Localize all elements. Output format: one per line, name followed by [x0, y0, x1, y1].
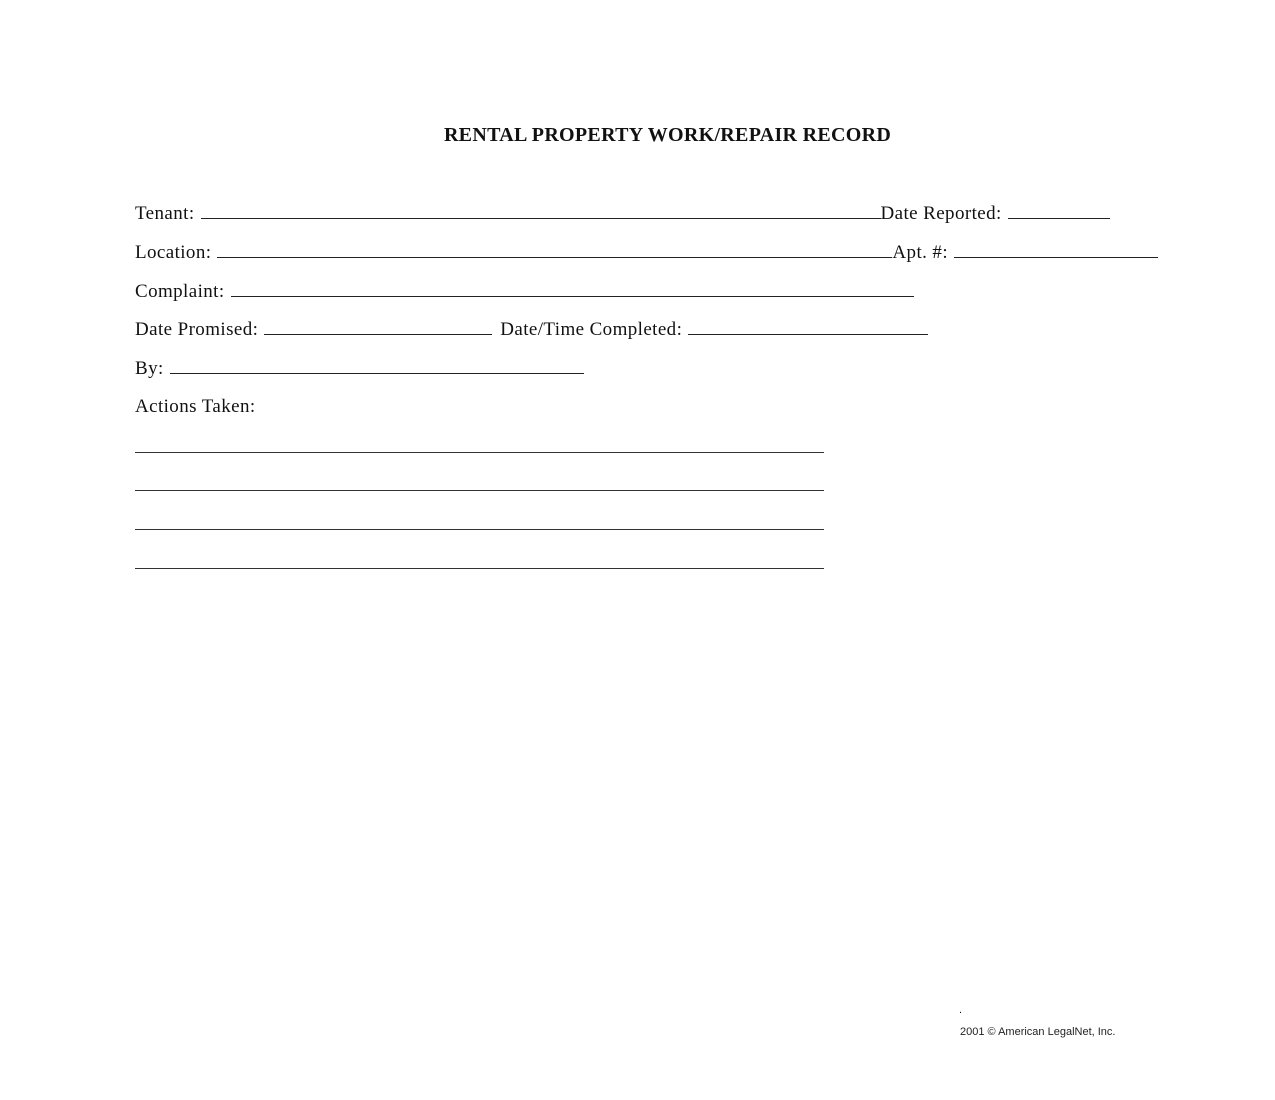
row-actions-taken: [135, 395, 256, 419]
location-field[interactable]: [217, 241, 892, 258]
date-time-completed-label: Date/Time Completed:: [500, 319, 683, 340]
location-label: Location:: [135, 242, 212, 263]
actions-taken-label: Actions Taken:: [135, 396, 256, 417]
row-complaint: [135, 280, 914, 304]
by-field[interactable]: [170, 357, 584, 374]
date-reported-field[interactable]: [1008, 202, 1110, 219]
actions-taken-input-3[interactable]: [135, 509, 828, 529]
by-label: By:: [135, 358, 164, 379]
location-input[interactable]: [217, 246, 892, 262]
tenant-field[interactable]: [201, 202, 881, 219]
date-reported-label: Date Reported:: [880, 203, 1002, 224]
footer-dot: .: [959, 1004, 963, 1016]
actions-taken-input-2[interactable]: [135, 470, 828, 490]
by-input[interactable]: [170, 362, 584, 378]
date-promised-label: Date Promised:: [135, 319, 259, 340]
actions-taken-line-2[interactable]: [135, 490, 824, 491]
complaint-input[interactable]: [231, 285, 914, 301]
copyright-footer: 2001 © American LegalNet, Inc.: [960, 1026, 1116, 1038]
tenant-label: Tenant:: [135, 203, 195, 224]
date-promised-field[interactable]: [264, 318, 492, 335]
row-dates: [135, 318, 928, 342]
actions-taken-input-4[interactable]: [135, 548, 828, 568]
apt-number-label: Apt. #:: [892, 242, 949, 263]
date-reported-input[interactable]: [1008, 207, 1110, 223]
actions-taken-input-1[interactable]: [135, 432, 828, 452]
actions-taken-line-4[interactable]: [135, 568, 824, 569]
date-promised-input[interactable]: [264, 323, 492, 339]
date-time-completed-field[interactable]: [688, 318, 928, 335]
tenant-input[interactable]: [201, 207, 881, 223]
apt-number-field[interactable]: [954, 241, 1158, 258]
row-tenant: [135, 202, 1110, 226]
apt-number-input[interactable]: [954, 246, 1158, 262]
actions-taken-line-3[interactable]: [135, 529, 824, 530]
date-time-completed-input[interactable]: [688, 323, 928, 339]
row-by: [135, 357, 584, 381]
complaint-field[interactable]: [231, 280, 914, 297]
row-location: [135, 241, 1158, 265]
actions-taken-line-1[interactable]: [135, 452, 824, 453]
document-title: RENTAL PROPERTY WORK/REPAIR RECORD: [443, 124, 892, 146]
complaint-label: Complaint:: [135, 281, 225, 302]
